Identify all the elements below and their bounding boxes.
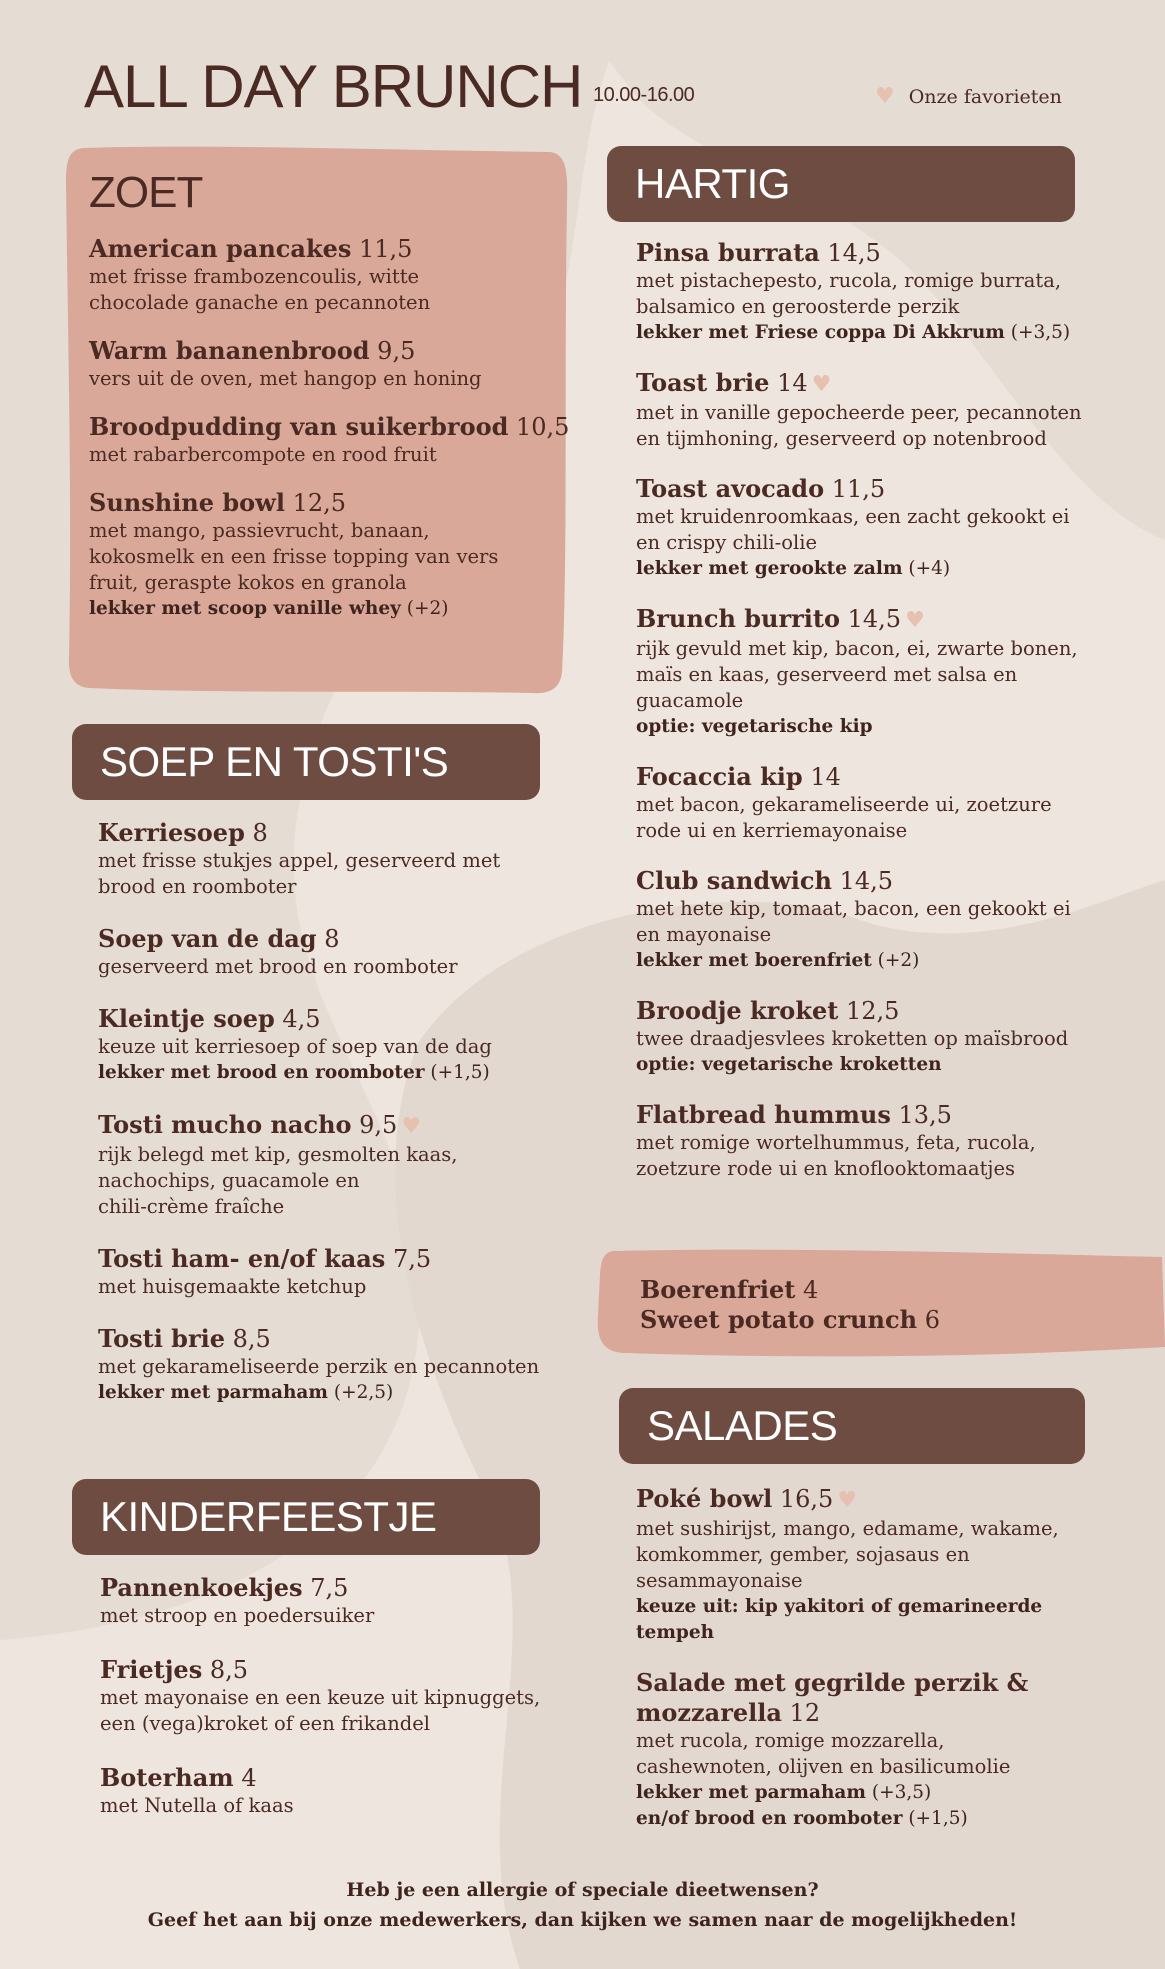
allergy-line-1: Heb je een allergie of speciale dieetwensen? [346,1879,819,1901]
menu-item [89,336,569,392]
menu-item [636,1668,1136,1832]
item-price: 14,5 [839,605,902,633]
item-description: komkommer, gember, sojasaus en [636,1543,970,1566]
item-extra: lekker met brood en roomboter (+1,5) [98,1062,490,1083]
item-description: met stroop en poedersuiker [100,1604,375,1627]
item-description: met romige wortelhummus, feta, rucola, [636,1131,1036,1154]
item-price: 12,5 [284,489,347,517]
item-name: Tosti brie 8,5 [98,1324,271,1353]
item-description: met rabarbercompote en rood fruit [89,443,437,466]
item-description: keuze uit kerriesoep of soep van de dag [98,1035,492,1058]
menu-item [98,1004,578,1086]
item-description: met pistachepesto, rucola, romige burrata, [636,269,1062,292]
item-extra: lekker met parmaham (+2,5) [98,1382,394,1403]
zoet-items [89,234,569,622]
menu-item [100,1763,580,1819]
item-name: Flatbread hummus 13,5 [636,1100,952,1129]
item-price: 12 [781,1699,821,1727]
menu-item [640,1305,1140,1335]
item-price: 14,5 [819,239,881,267]
menu-item [89,488,569,622]
item-name: Boerenfriet 4 [640,1275,819,1304]
extra-price: (+1,5) [424,1062,490,1083]
item-description: rijk belegd met kip, gesmolten kaas, [98,1143,458,1166]
item-price: 8 [316,925,340,953]
item-description: chocolade ganache en pecannoten [89,291,431,314]
menu-item [636,238,1136,346]
menu-item [640,1275,1140,1305]
item-name: Toast avocado 11,5 [636,474,886,503]
item-extra: en/of brood en roomboter (+1,5) [636,1808,968,1829]
item-name: Broodpudding van suikerbrood 10,5 [89,412,570,441]
item-description: en crispy chili-olie [636,531,818,554]
favorites-legend [875,84,1062,109]
item-description: geserveerd met brood en roomboter [98,955,458,978]
item-description: met hete kip, tomaat, bacon, een gekookt ei [636,897,1071,920]
favorites-label: Onze favorieten [908,85,1062,108]
menu-item [100,1655,580,1737]
item-price: 8,5 [225,1325,271,1353]
item-price: 13,5 [890,1101,952,1129]
item-extra: lekker met boerenfriet (+2) [636,950,920,971]
menu-item [636,1484,1136,1646]
soep-items [98,818,578,1406]
opening-hours: 10.00-16.00 [593,84,695,106]
item-description: met rucola, romige mozzarella, [636,1729,945,1752]
menu-item [636,1100,1136,1182]
heart-icon: ♥ [811,372,832,397]
menu-item [636,866,1136,974]
soep-title: SOEP EN TOSTI'S [100,738,449,785]
item-name: Salade met gegrilde perzik & mozzarella 12 [636,1668,1029,1727]
item-description: nachochips, guacamole en [98,1169,360,1192]
item-description: met gekarameliseerde perzik en pecannoten [98,1355,540,1378]
item-price: 12,5 [838,997,900,1025]
item-description: zoetzure rode ui en knoflooktomaatjes [636,1157,1016,1180]
item-name: Kerriesoep 8 [98,818,268,847]
menu-item [98,818,578,900]
item-extra: keuze uit: kip yakitori of gemarineerde [636,1596,1043,1617]
item-price: 4 [233,1764,257,1792]
salades-title: SALADES [647,1402,838,1449]
menu-item [98,1244,578,1300]
item-extra: optie: vegetarische kroketten [636,1054,942,1075]
item-name: Kleintje soep 4,5 [98,1004,321,1033]
item-name: Warm bananenbrood 9,5 [89,336,416,365]
hartig-section [636,238,1136,1204]
item-price: 6 [917,1306,940,1334]
item-price: 8,5 [202,1656,248,1684]
menu-item [636,474,1136,582]
item-price: 7,5 [302,1574,349,1602]
item-name: Toast brie 14 ♥ [636,368,832,397]
extra-price: (+2) [871,950,920,971]
salades-items [636,1484,1136,1832]
soep-heading [72,724,540,800]
item-price: 9,5 [351,1111,398,1139]
item-description: twee draadjesvlees kroketten op maïsbrood [636,1027,1069,1050]
item-description: met Nutella of kaas [100,1794,294,1817]
item-extra: tempeh [636,1622,715,1643]
item-description: rode ui en kerriemayonaise [636,819,908,842]
item-name: Frietjes 8,5 [100,1655,248,1684]
extra-price: (+3,5) [865,1782,932,1803]
item-name: Tosti ham- en/of kaas 7,5 [98,1244,432,1273]
item-price: 4,5 [274,1005,321,1033]
item-price: 7,5 [385,1245,432,1273]
item-name: Poké bowl 16,5 ♥ [636,1484,858,1513]
kinder-section [100,1573,580,1845]
item-description: met sushirijst, mango, edamame, wakame, [636,1517,1059,1540]
item-extra: lekker met gerookte zalm (+4) [636,558,951,579]
menu-item [89,412,569,468]
item-name: Focaccia kip 14 [636,762,841,791]
salades-section [636,1484,1136,1854]
item-description: en tijmhoning, geserveerd op notenbrood [636,427,1047,450]
kinder-heading [72,1479,540,1555]
item-description: met in vanille gepocheerde peer, pecannoten [636,401,1082,424]
item-name: Brunch burrito 14,5 ♥ [636,604,925,633]
allergy-line-2: Geef het aan bij onze medewerkers, dan kijken we samen naar de mogelijkheden! [147,1909,1018,1931]
item-price: 4 [795,1276,819,1304]
menu-item [98,1324,578,1406]
item-price: 8 [244,819,268,847]
item-description: en mayonaise [636,923,772,946]
salades-heading [619,1388,1085,1464]
menu-item [636,762,1136,844]
item-description: met kruidenroomkaas, een zacht gekookt ei [636,505,1070,528]
hartig-items [636,238,1136,1182]
item-description: kokosmelk en een frisse topping van vers [89,545,499,568]
zoet-title: ZOET [89,168,203,217]
extra-price: (+4) [902,558,951,579]
kinder-title: KINDERFEESTJE [100,1493,437,1540]
item-price: 11,5 [351,235,413,263]
item-description: rijk gevuld met kip, bacon, ei, zwarte bonen, [636,637,1078,660]
kinder-items [100,1573,580,1819]
item-name: Sweet potato crunch 6 [640,1305,940,1334]
extra-price: (+3,5) [1004,322,1071,343]
heart-icon: ♥ [905,608,925,633]
item-name: Soep van de dag 8 [98,924,340,953]
menu-item [636,604,1136,740]
item-description: chili-crème fraîche [98,1195,285,1218]
allergy-notice [0,1875,1165,1935]
item-description: met frisse frambozencoulis, witte [89,265,420,288]
item-description: met frisse stukjes appel, geserveerd met [98,849,501,872]
item-extra: lekker met parmaham (+3,5) [636,1782,932,1803]
page-title: ALL DAY BRUNCH [84,53,583,120]
item-name: Tosti mucho nacho 9,5 ♥ [98,1110,422,1139]
item-extra: lekker met Friese coppa Di Akkrum (+3,5) [636,322,1071,343]
item-price: 10,5 [508,413,570,441]
item-description: met huisgemaakte ketchup [98,1275,367,1298]
hartig-title: HARTIG [635,160,790,207]
item-description: sesammayonaise [636,1569,803,1592]
item-description: vers uit de oven, met hangop en honing [89,367,482,390]
menu-item [636,368,1136,452]
hartig-heading [607,146,1075,222]
sides-items [640,1275,1140,1335]
zoet-section [89,168,569,642]
menu-item [100,1573,580,1629]
extra-price: (+1,5) [902,1808,968,1829]
sides-section [640,1275,1140,1335]
menu-item [98,924,578,980]
item-price: 14 [802,763,841,791]
menu-item [98,1110,578,1220]
item-name: Broodje kroket 12,5 [636,996,900,1025]
item-name: Boterham 4 [100,1763,257,1792]
menu-item [89,234,569,316]
item-extra: lekker met scoop vanille whey (+2) [89,598,449,619]
item-name: Sunshine bowl 12,5 [89,488,347,517]
item-description: met mango, passievrucht, banaan, [89,519,430,542]
item-price: 11,5 [824,475,886,503]
soep-section [98,818,578,1430]
extra-price: (+2) [400,598,449,619]
menu-item [636,996,1136,1078]
item-name: Pinsa burrata 14,5 [636,238,881,267]
item-description: met mayonaise en een keuze uit kipnuggets, [100,1686,541,1709]
item-price: 9,5 [369,337,416,365]
item-name: American pancakes 11,5 [89,234,413,263]
heart-icon: ♥ [837,1488,858,1513]
item-price: 14 [769,369,808,397]
item-description: een (vega)kroket of een frikandel [100,1712,431,1735]
item-price: 16,5 [772,1485,834,1513]
item-description: fruit, geraspte kokos en granola [89,571,407,594]
item-name: Club sandwich 14,5 [636,866,894,895]
item-extra: optie: vegetarische kip [636,716,873,737]
item-description: guacamole [636,689,744,712]
item-name: Pannenkoekjes 7,5 [100,1573,349,1602]
item-description: brood en roomboter [98,875,297,898]
heart-icon: ♥ [875,84,895,109]
heart-icon: ♥ [401,1114,422,1139]
extra-price: (+2,5) [327,1382,394,1403]
item-description: met bacon, gekarameliseerde ui, zoetzure [636,793,1052,816]
item-description: cashewnoten, olijven en basilicumolie [636,1755,1011,1778]
item-description: maïs en kaas, geserveerd met salsa en [636,663,1018,686]
item-description: balsamico en geroosterde perzik [636,295,960,318]
item-price: 14,5 [831,867,894,895]
